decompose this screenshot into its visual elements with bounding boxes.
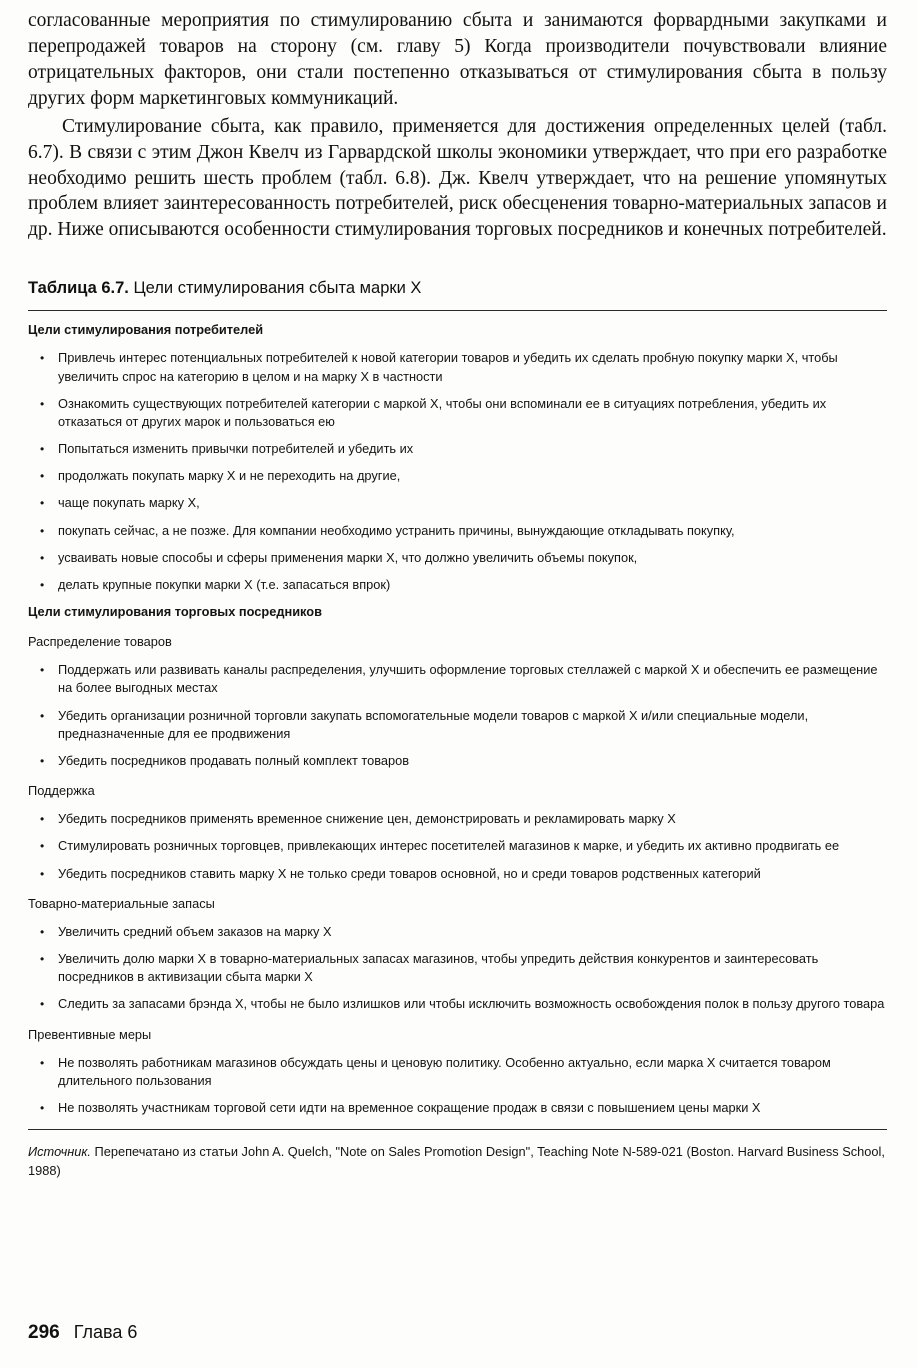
table-title-label: Таблица 6.7. (28, 279, 129, 298)
table-row-bullet (28, 395, 887, 431)
page-number: 296 (28, 1322, 60, 1343)
table-row-bullet (28, 440, 887, 458)
source-text: Перепечатано из статьи John A. Quelch, "Note on Sales Promotion Design", Teaching Note N-589-021 (Boston. Harvard Business School, 1988) (28, 1144, 885, 1179)
source-note (28, 1136, 887, 1180)
bullet-icon: • (40, 708, 45, 723)
table-row-text: Не позволять работникам магазинов обсуждать цены и ценовую политику. Особенно актуально, если марка X считается товаром длительного пользования (58, 1054, 831, 1088)
table-row-text: Стимулировать розничных торговцев, привлекающих интерес посетителей магазинов к марке, и убедить их активно продвигать ее (58, 838, 840, 854)
chapter-label: Глава 6 (73, 1322, 138, 1342)
table-row-text: Ознакомить существующих потребителей категории с маркой X, чтобы они вспоминали ее в ситуациях потребления, убедить их отказаться от других марок и пользоваться ею (58, 395, 827, 429)
bullet-icon: • (40, 523, 45, 538)
bullet-icon: • (40, 839, 45, 854)
paragraph-continuation: согласованные мероприятия по стимулированию сбыта и занимаются форвардными закупками и перепродажей товаров на сторону (см. главу 5) Когда производители почувствовали влияние отрицательных факторов, они стали постепенно отказываться от стимулирования сбыта в пользу других форм маркетинговых коммуникаций. (28, 10, 887, 109)
bullet-icon: • (40, 1055, 45, 1070)
table-row-subheading: Превентивные меры (28, 1026, 152, 1042)
bullet-icon: • (40, 496, 45, 511)
table-row-bullet (28, 752, 887, 770)
table-row-bullet (28, 837, 887, 855)
table-row-bullet (28, 349, 887, 385)
bullet-icon: • (40, 442, 45, 457)
table-row-bullet (28, 1054, 887, 1090)
table-row-text: чаще покупать марку X, (58, 495, 200, 511)
table-rows (28, 321, 887, 1117)
bullet-icon: • (40, 997, 45, 1012)
table-row-bullet (28, 522, 887, 540)
bullet-icon: • (40, 812, 45, 827)
source-label: Источник. (28, 1144, 91, 1160)
bullet-icon: • (40, 924, 45, 939)
table-row-bullet (28, 707, 887, 743)
page-footer (28, 1322, 137, 1344)
table-row-heading: Цели стимулирования торговых посредников (28, 604, 322, 620)
table-row-text: Следить за запасами брэнда X, чтобы не было излишков или чтобы исключить возможность освобождения полок в пользу другого товара (58, 996, 885, 1012)
table-row-text: Увеличить долю марки X в товарно-материальных запасах магазинов, чтобы упредить действия конкурентов и заинтересовать посредников в активизации сбыта марки X (58, 951, 819, 985)
table-row-text: Убедить посредников применять временное снижение цен, демонстрировать и рекламировать марку X (58, 811, 676, 827)
table-row-text: Поддержать или развивать каналы распределения, улучшить оформление торговых стеллажей с маркой X и обеспечить ее размещение на более выгодных местах (58, 662, 878, 696)
table-row-text: Убедить посредников ставить марку X не только среди товаров основной, но и среди товаров родственных категорий (58, 865, 761, 881)
table-top-rule (28, 310, 887, 311)
table-row-bullet (28, 950, 887, 986)
table-row-bullet (28, 661, 887, 697)
table-row-bullet (28, 576, 887, 594)
table-row-bullet (28, 494, 887, 512)
bullet-icon: • (40, 469, 45, 484)
table-title (28, 279, 887, 298)
table-row-text: Не позволять участникам торговой сети идти на временное сокращение продаж в связи с повышением цены марки X (58, 1099, 761, 1115)
table-row-bullet (28, 467, 887, 485)
table-row-bullet (28, 995, 887, 1013)
table-row-text: продолжать покупать марку X и не переходить на другие, (58, 468, 401, 484)
table-row-text: делать крупные покупки марки X (т.е. запасаться впрок) (58, 576, 391, 592)
bullet-icon: • (40, 952, 45, 967)
bullet-icon: • (40, 1100, 45, 1115)
table-row-subheading: Распределение товаров (28, 634, 172, 650)
table-row-text: усваивать новые способы и сферы применения марки X, что должно увеличить объемы покупок, (58, 549, 638, 565)
table-title-text: Цели стимулирования сбыта марки X (128, 279, 422, 298)
table-row-bullet (28, 810, 887, 828)
bullet-icon: • (40, 351, 45, 366)
table-row-text: Убедить организации розничной торговли закупать вспомогательные модели товаров с маркой X и/или специальные модели, предназначенные для ее продвижения (58, 707, 809, 741)
table-row-bullet (28, 865, 887, 883)
table-row-heading: Цели стимулирования потребителей (28, 322, 264, 338)
body-text-block (28, 8, 887, 243)
table-row-bullet (28, 1099, 887, 1117)
bullet-icon: • (40, 866, 45, 881)
table-row-text: Увеличить средний объем заказов на марку X (58, 923, 332, 939)
table-row-subheading: Поддержка (28, 783, 95, 799)
table-row-text: Привлечь интерес потенциальных потребителей к новой категории товаров и убедить их сделать пробную покупку марки X, чтобы увеличить спрос на категорию в целом и на марку X в частности (58, 350, 838, 384)
bullet-icon: • (40, 753, 45, 768)
table-row-text: покупать сейчас, а не позже. Для компании необходимо устранить причины, вынуждающие откладывать покупку, (58, 522, 735, 538)
table-row-bullet (28, 923, 887, 941)
table-6-7 (28, 279, 887, 1180)
table-row-text: Попытаться изменить привычки потребителей и убедить их (58, 441, 414, 457)
bullet-icon: • (40, 550, 45, 565)
table-row-bullet (28, 549, 887, 567)
paragraph-second: Стимулирование сбыта, как правило, применяется для достижения определенных целей (табл. 6.7). В связи с этим Джон Квелч из Гарвардской школы экономики утверждает, что при его разработке необходимо решить шесть проблем (табл. 6.8). Дж. Квелч утверждает, что на решение упомянутых проблем влияет заинтересованность потребителей, риск обесценения товарно-материальных запасов и др. Ниже описываются особенности стимулирования торговых посредников и конечных потребителей. (28, 115, 887, 241)
bullet-icon: • (40, 577, 45, 592)
bullet-icon: • (40, 396, 45, 411)
table-bottom-rule (28, 1129, 887, 1130)
table-row-subheading: Товарно-материальные запасы (28, 895, 215, 911)
table-row-text: Убедить посредников продавать полный комплект товаров (58, 752, 410, 768)
bullet-icon: • (40, 663, 45, 678)
